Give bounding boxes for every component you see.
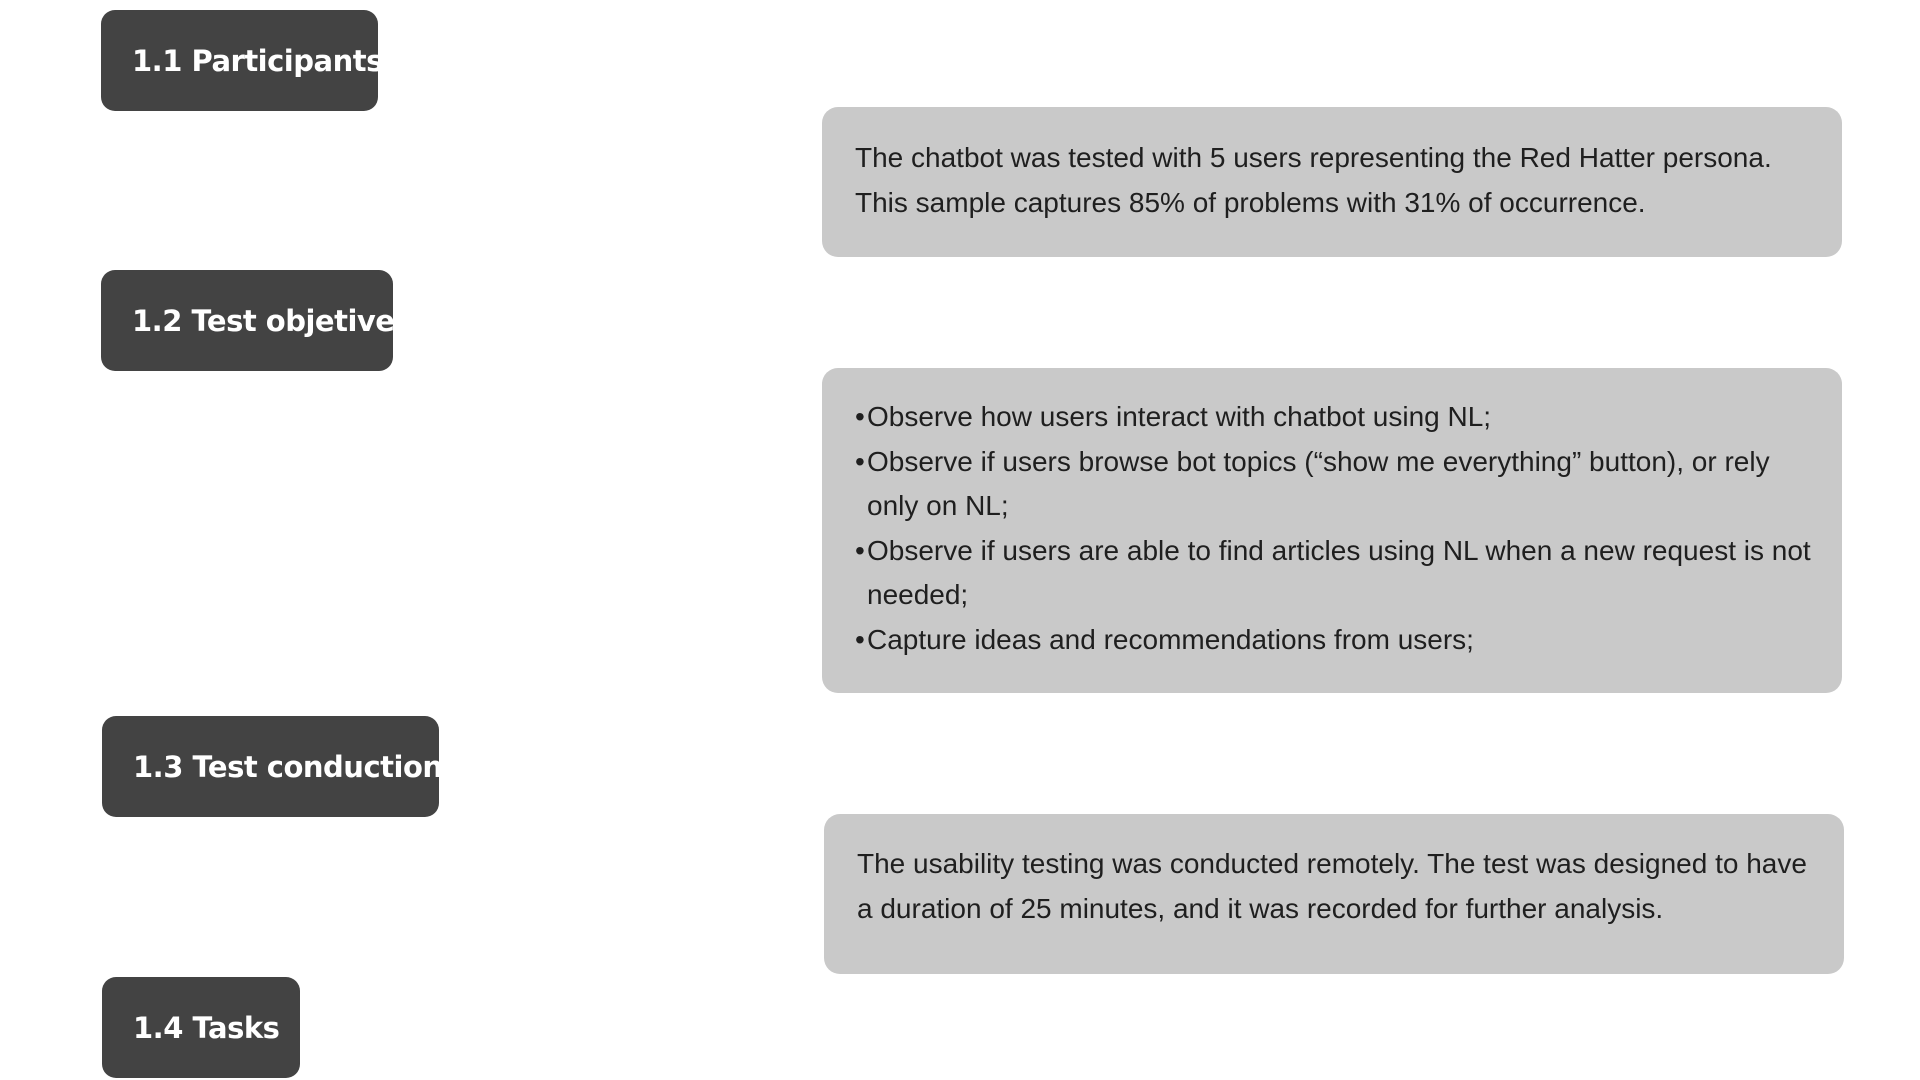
bullet-icon: • <box>855 401 865 432</box>
section-label-participants <box>101 10 383 111</box>
objective-bullet-item <box>855 440 1818 529</box>
section-label-test-objective <box>101 270 393 371</box>
bullet-icon: • <box>855 445 865 477</box>
objective-bullet-item <box>855 618 1818 663</box>
bullet-icon: • <box>855 623 865 655</box>
test-conduction-description-box <box>824 814 1844 974</box>
objective-bullet-text: Observe if users browse bot topics (“show me everything” button), or rely only on NL; <box>867 445 1770 522</box>
objective-bullet-item <box>855 395 1818 440</box>
participants-description-text: The chatbot was tested with 5 users representing the Red Hatter persona. This sample captures 85% of problems with 31% of occurrence. <box>855 142 1772 218</box>
section-label-text: 1.2 Test objetive <box>132 303 395 338</box>
objective-bullet-text: Observe how users interact with chatbot using NL; <box>867 401 1492 432</box>
objective-bullet-list <box>855 395 1818 663</box>
bullet-icon: • <box>855 534 865 566</box>
participants-description-box <box>822 107 1842 257</box>
section-label-text: 1.1 Participants <box>132 43 383 78</box>
section-label-text: 1.3 Test conduction <box>133 749 443 784</box>
section-label-text: 1.4 Tasks <box>133 1010 280 1045</box>
test-conduction-description-text: The usability testing was conducted remotely. The test was designed to have a duration of 25 minutes, and it was recorded for further analysis. <box>857 848 1807 924</box>
objective-bullet-text: Capture ideas and recommendations from users; <box>867 623 1474 655</box>
section-label-tasks <box>102 977 300 1078</box>
test-objective-box <box>822 368 1842 693</box>
objective-bullet-item <box>855 529 1818 618</box>
objective-bullet-text: Observe if users are able to find articles using NL when a new request is not needed; <box>867 534 1811 611</box>
section-label-test-conduction <box>102 716 443 817</box>
